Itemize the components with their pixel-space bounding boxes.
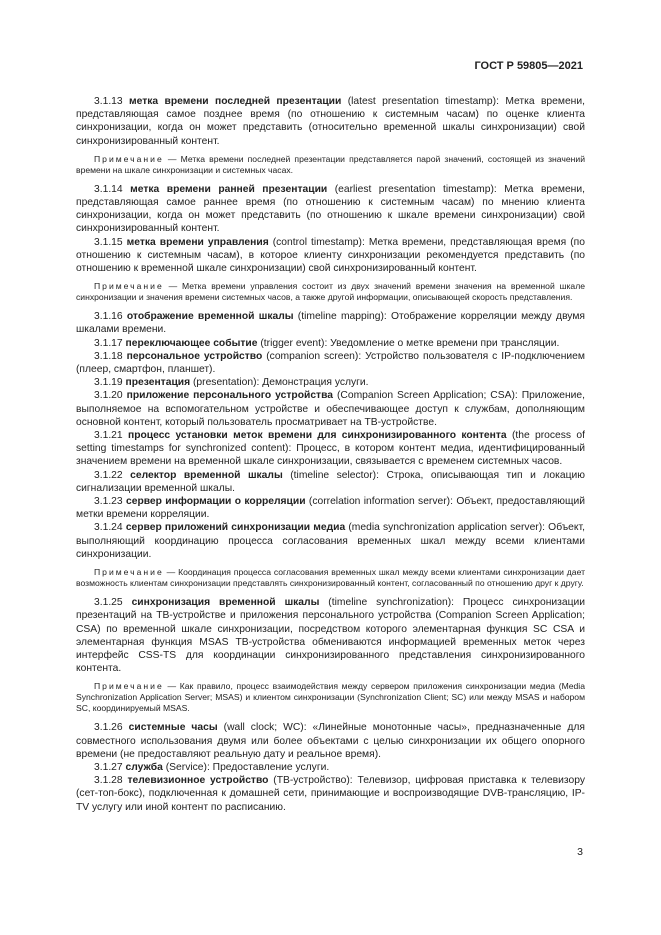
term: отображение временной шкалы [126,311,294,323]
term: презентация [125,377,191,389]
definition-3-1-25: 3.1.25 синхронизация временной шкалы (timeline synchronization): Процесс синхронизации презентаций на ТВ-устройстве и приложения персонального устройства (Companion Screen Application; CSA) по временной шкале синхронизации, посредством которого элементарная функция SC CSA и элементарная функция MSAS ТВ-устройства обмениваются информацией временных меток через интерфейс CSS-TS для координации синхронизированного представления синхронизированного контента. [76,597,585,675]
page-number: 3 [577,846,583,858]
term: селектор временной шкалы [130,469,283,481]
document-id: ГОСТ Р 59805—2021 [474,60,583,72]
note: Примечание — Координация процесса согласования временных шкал между всеми клиентами синхронизации дает возможность клиентам синхронизации представлять синхронизированный контент, согласованный по отношению друг к другу. [76,567,585,589]
term: служба [125,761,163,773]
term: синхронизация временной шкалы [131,597,320,609]
definition-3-1-24: 3.1.24 сервер приложений синхронизации медиа (media synchronization application server): Объект, выполняющий координацию процесса согласования временных шкал между всеми клиентами синхронизации. [76,522,585,560]
term: телевизионное устройство [127,775,269,787]
definition-3-1-18: 3.1.18 персональное устройство (companion screen): Устройство пользователя с IP-подключением (плеер, смартфон, планшет). [76,350,585,376]
definition-3-1-23: 3.1.23 сервер информации о корреляции (correlation information server): Объект, предоставляющий метки времени корреляции. [76,496,585,521]
term: сервер информации о корреляции [126,496,306,508]
definition-3-1-21: 3.1.21 процесс установки меток времени для синхронизированного контента (the process of setting timestamps for synchronized content): Процесс, в котором контент медиа, идентифицированный значением времени на временной шкале синхронизации, связывается с временем системных часов. [76,430,585,468]
definition-3-1-15: 3.1.15 метка времени управления (control timestamp): Метка времени, представляющая время (по отношению к системным часам), в которое клиенту синхронизации рекомендуется представить (по отношению к временной шкале синхронизации) свой синхронизированный контент. [76,236,585,275]
definition-3-1-20: 3.1.20 приложение персонального устройства (Companion Screen Application; CSA): Приложение, выполняемое на вспомогательном устройстве и обеспечивающее доступ к службам, дополняющим основной контент, который пользователь просматривает на ТВ-устройстве. [76,390,585,428]
definition-3-1-16: 3.1.16 отображение временной шкалы (timeline mapping): Отображение корреляции между двумя шкалами времени. [76,311,585,336]
definition-3-1-26: 3.1.26 системные часы (wall clock; WC): «Линейные монотонные часы», предназначенные для совместного использования двумя или более объектами с целью синхронизации их общего опорного времени (не предоставляют реальную дату и реальное время). [76,722,585,760]
definition-3-1-19: 3.1.19 презентация (presentation): Демонстрация услуги. [94,377,369,389]
definition-3-1-28: 3.1.28 телевизионное устройство (ТВ-устройство): Телевизор, цифровая приставка к телевизору (сет-топ-бокс), подключенная к домашней сети, принимающие и воспроизводящие DVB-трансляцию, IP-TV услугу или иной контент по расписанию. [76,775,585,813]
definition-3-1-22: 3.1.22 селектор временной шкалы (timeline selector): Строка, описывающая тип и локацию сигнализации временной шкалы. [76,469,585,494]
term: приложение персонального устройства [126,390,334,402]
term: персональное устройство [126,350,263,362]
term: процесс установки меток времени для синхронизированного контента [127,430,507,442]
definition-3-1-14: 3.1.14 метка времени ранней презентации (earliest presentation timestamp): Метка времени, представляющая самое раннее время (по отношению к системным часам) по мнению клиента синхронизации, когда он может представить (по отношению к шкале времени синхронизации) свой синхронизированный контент. [76,183,585,235]
note: Примечание — Метка времени управления состоит из двух значений времени значения на временной шкале синхронизации и значения времени системных часов, а также другой информации, описывающей скорость представления. [76,281,585,303]
definition-3-1-27: 3.1.27 служба (Service): Предоставление услуги. [94,761,330,773]
note: Примечание — Как правило, процесс взаимодействия между сервером приложения синхронизации медиа (Media Synchronization Application Server; MSAS) и клиентом синхронизации (Synchronization Client; SC) или между MSAS и набором SC, координируемый MSAS. [76,681,585,714]
document-body [76,95,585,814]
term: системные часы [128,722,218,734]
term: переключающее событие [125,337,258,349]
term: метка времени управления [126,236,269,248]
definition-3-1-13: 3.1.13 метка времени последней презентации (latest presentation timestamp): Метка времени, представляющая самое позднее время (по отношению к системным часам) по оценке клиента синхронизации, когда он может представить (относительно временной шкалы синхронизации) свой синхронизированный контент. [76,96,585,147]
term: метка времени ранней презентации [130,183,328,195]
definition-3-1-17: 3.1.17 переключающее событие (trigger event): Уведомление о метке времени при трансляции. [94,337,560,349]
term: метка времени последней презентации [129,96,342,107]
term: сервер приложений синхронизации медиа [125,522,346,534]
note: Примечание — Метка времени последней презентации представляется парой значений, состоящей из значений времени на шкале синхронизации и системных часах. [76,153,585,175]
